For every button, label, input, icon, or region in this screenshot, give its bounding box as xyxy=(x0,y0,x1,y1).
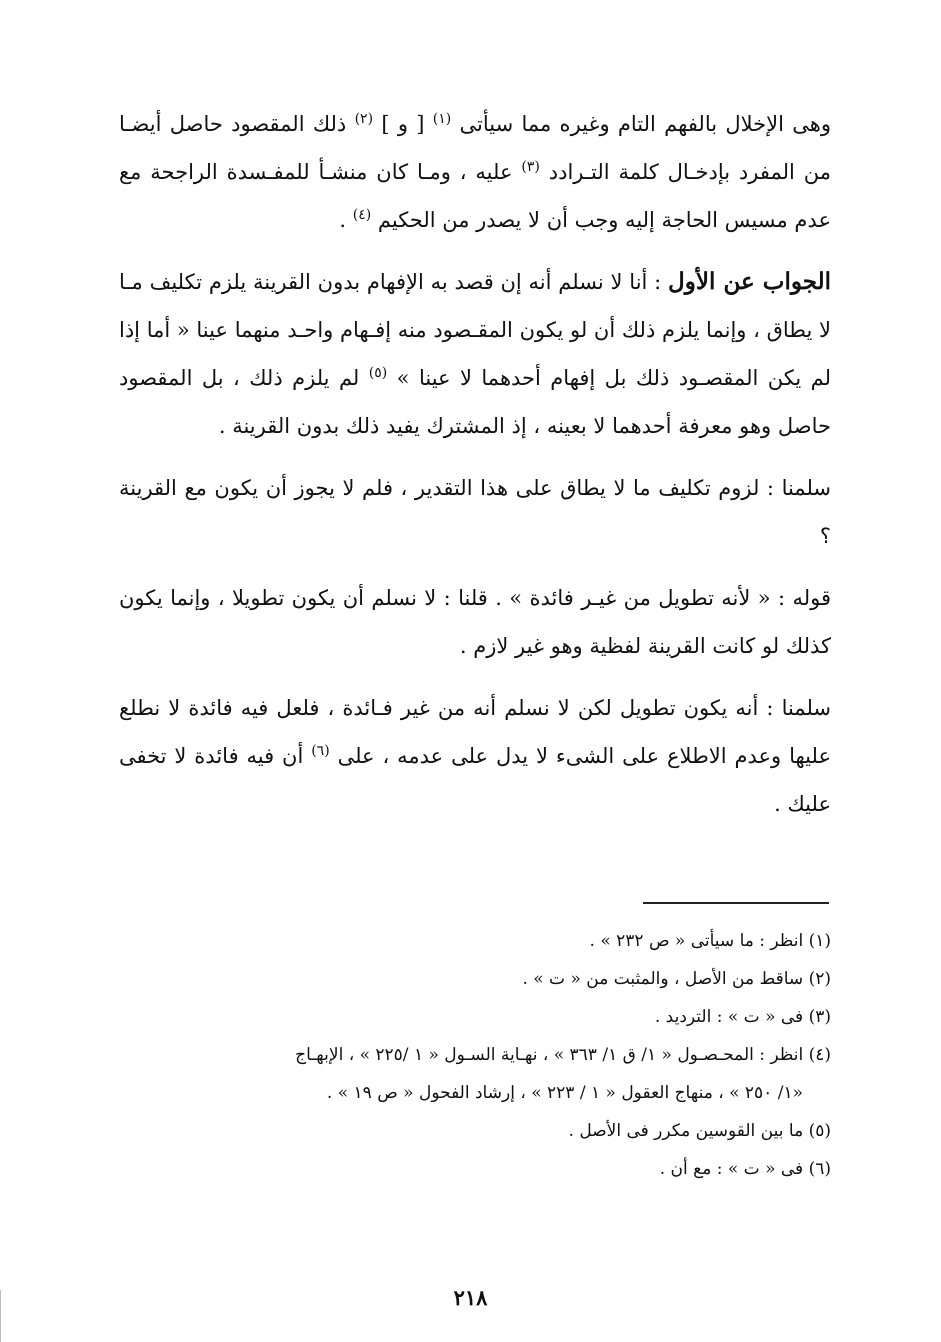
p5-text-b: أن فيه فائدة لا تخفى عليك . xyxy=(119,744,831,816)
footnote-marker-4: (٤) xyxy=(352,207,372,223)
p2-text-b: لم يلزم ذلك ، بل المقصود حاصل وهو معرفة أحدهما لا بعينه ، إذ المشترك يفيد ذلك بدون القرينة . xyxy=(119,366,831,438)
page-edge-line xyxy=(0,1290,1,1342)
p1-text-d: عليه ، ومـا كان منشـأ للمفـسدة الراجحة مع عدم مسيس الحاجة إليه وجب أن لا يصدر من الحكيم xyxy=(119,160,831,232)
p1-text-c: ذلك المقصود حاصل أيضـا من المفرد بإدخـال كلمة التـرادد xyxy=(119,112,831,184)
paragraph-1 xyxy=(119,100,831,244)
footnote-1: (١) انظر : ما سيأتى « ص ٢٣٢ » . xyxy=(589,931,831,951)
footnotes xyxy=(119,922,831,1188)
footnote-marker-3: (٣) xyxy=(521,159,540,175)
footnote-4-continued: «١/ ٢٥٠ » ، منهاج العقول « ١ / ٢٢٣ » ، إرشاد الفحول « ص ١٩ » . xyxy=(326,1083,803,1103)
footnote-marker-1: (١) xyxy=(432,111,452,127)
p1-text-a: وهى الإخلال بالفهم التام وغيره مما سيأتى xyxy=(459,112,831,136)
footnote-marker-2: (٢) xyxy=(354,111,374,127)
p1-text-b: [ و ] xyxy=(381,112,425,136)
paragraph-2 xyxy=(119,258,831,450)
footnote-6: (٦) فى « ت » : مع أن . xyxy=(659,1159,831,1179)
footnote-separator xyxy=(643,902,829,904)
footnote-2: (٢) ساقط من الأصل ، والمثبت من « ت » . xyxy=(522,969,831,989)
footnote-marker-5: (٥) xyxy=(368,365,388,381)
p1-text-e: . xyxy=(339,208,347,232)
footnote-4: (٤) انظر : المحـصـول « ١/ ق ١/ ٣٦٣ » ، نهـاية السـول « ١ /٢٢٥ » ، الإبهـاج xyxy=(295,1045,831,1065)
p2-text-a: : أنا لا نسلم أنه إن قصد به الإفهام بدون القرينة يلزم تكليف مـا لا يطاق ، وإنما يلزم ذلك أن لو يكون المقـصود منه إفـهام واحـد منهما عينا « أما إذا لم يكن المقصـود ذلك بل إفهام أحدهما لا عينا » xyxy=(119,270,831,390)
main-text xyxy=(119,100,831,842)
footnote-3: (٣) فى « ت » : الترديد . xyxy=(654,1007,831,1027)
footnote-marker-6: (٦) xyxy=(311,743,330,759)
page-number: ٢١٨ xyxy=(453,1285,488,1310)
paragraph-3: سلمنا : لزوم تكليف ما لا يطاق على هذا التقدير ، فلم لا يجوز أن يكون مع القرينة ؟ xyxy=(119,476,831,548)
paragraph-4: قوله : « لأنه تطويل من غيـر فائدة » . قلنا : لا نسلم أن يكون تطويلا ، وإنما يكون كذلك لو كانت القرينة لفظية وهو غير لازم . xyxy=(119,586,831,658)
footnote-5: (٥) ما بين القوسين مكرر فى الأصل . xyxy=(568,1121,831,1141)
paragraph-5 xyxy=(119,684,831,828)
answer-heading: الجواب عن الأول xyxy=(668,268,831,295)
p5-text-a: سلمنا : أنه يكون تطويل لكن لا نسلم أنه من غير فـائدة ، فلعل فيه فائدة لا نطلع عليها وعدم الاطلاع على الشىء لا يدل على عدمه ، على xyxy=(119,696,831,768)
